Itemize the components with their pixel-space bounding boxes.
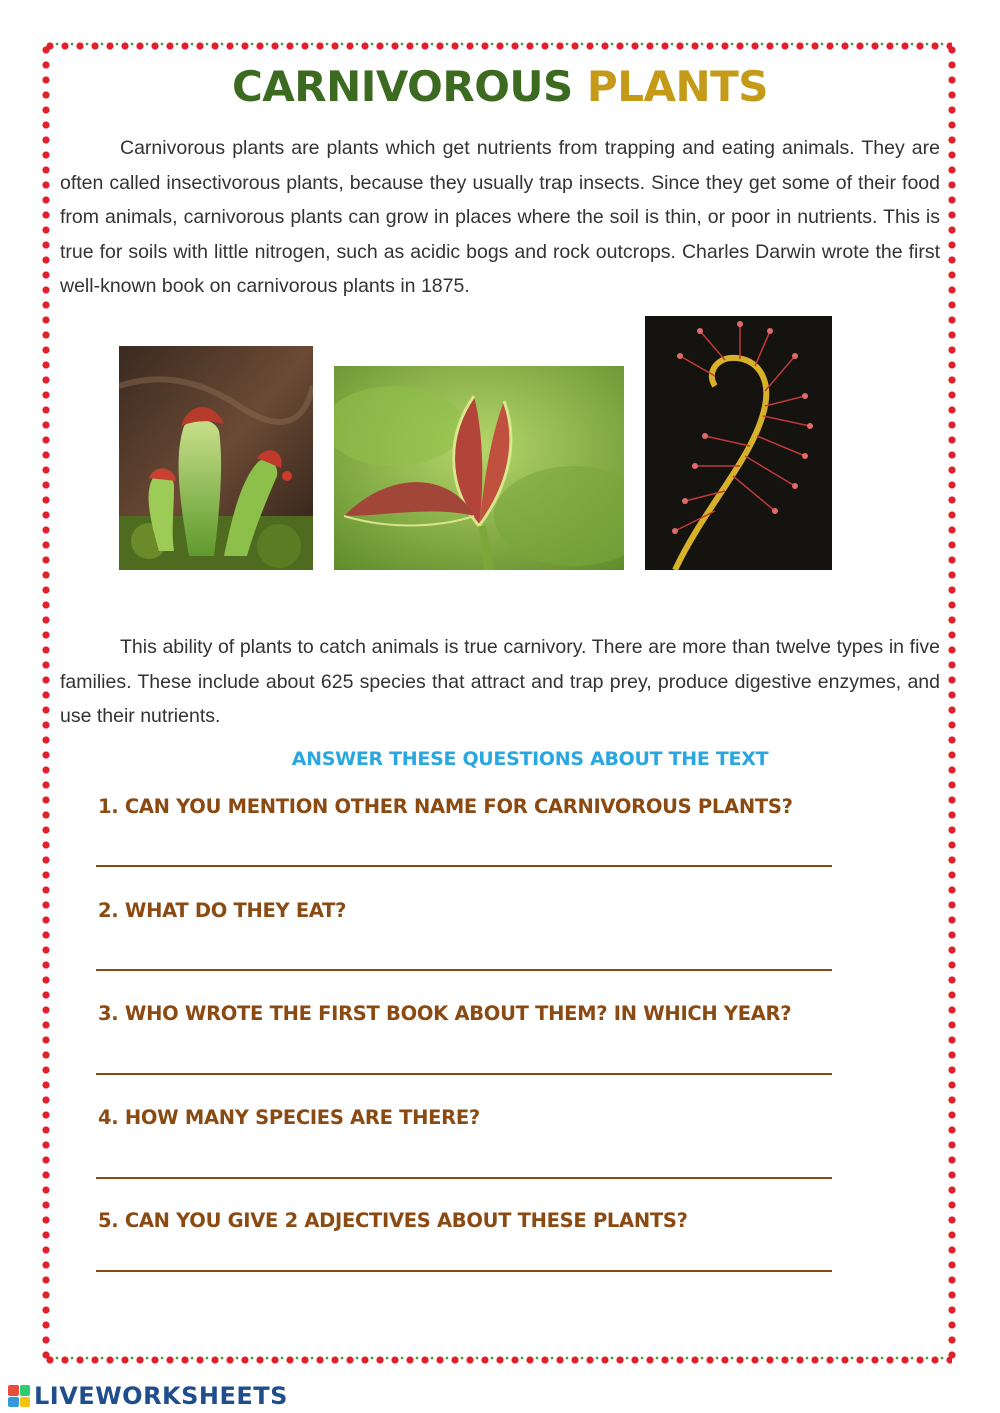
footer-brand (8, 1382, 288, 1410)
border-left (42, 46, 50, 1360)
title-word-carnivorous: CARNIVOROUS (231, 62, 573, 111)
border-bottom (46, 1356, 952, 1364)
questions-heading: ANSWER THESE QUESTIONS ABOUT THE TEXT (291, 748, 769, 770)
question-3: 3. WHO WROTE THE FIRST BOOK ABOUT THEM? IN WHICH YEAR? (98, 1002, 792, 1025)
answer-line-4[interactable] (96, 1177, 832, 1179)
answer-line-1[interactable] (96, 865, 832, 867)
carnivory-paragraph-block (60, 630, 940, 734)
title-word-plants: PLANTS (586, 62, 769, 111)
answer-line-3[interactable] (96, 1073, 832, 1075)
page-title (0, 62, 1000, 111)
pitcher-plant-photo (119, 346, 313, 570)
question-2: 2. WHAT DO THEY EAT? (98, 899, 347, 922)
intro-paragraph-block (60, 131, 940, 304)
question-1: 1. CAN YOU MENTION OTHER NAME FOR CARNIVOROUS PLANTS? (98, 795, 793, 818)
question-4: 4. HOW MANY SPECIES ARE THERE? (98, 1106, 480, 1129)
brand-name: LIVEWORKSHEETS (34, 1382, 288, 1410)
intro-paragraph: Carnivorous plants are plants which get nutrients from trapping and eating animals. They are often called insectivorous plants, because they usually trap insects. Since they get some of their food from animals, carnivorous plants can grow in places where the soil is thin, or poor in nutrients. This is true for soils with little nitrogen, such as acidic bogs and rock outcrops. Charles Darwin wrote the first well-known book on carnivorous plants in 1875. (60, 137, 940, 297)
question-5: 5. CAN YOU GIVE 2 ADJECTIVES ABOUT THESE PLANTS? (98, 1209, 688, 1232)
answer-line-2[interactable] (96, 969, 832, 971)
carnivory-paragraph: This ability of plants to catch animals is true carnivory. There are more than twelve types in five families. These include about 625 species that attract and trap prey, produce digestive enzymes, and use their nutrients. (60, 636, 940, 727)
border-top (46, 42, 952, 50)
sundew-plant-photo (645, 316, 832, 570)
liveworksheets-logo-icon (8, 1385, 30, 1407)
venus-flytrap-photo (334, 366, 624, 570)
border-right (948, 46, 956, 1360)
answer-line-5[interactable] (96, 1270, 832, 1272)
